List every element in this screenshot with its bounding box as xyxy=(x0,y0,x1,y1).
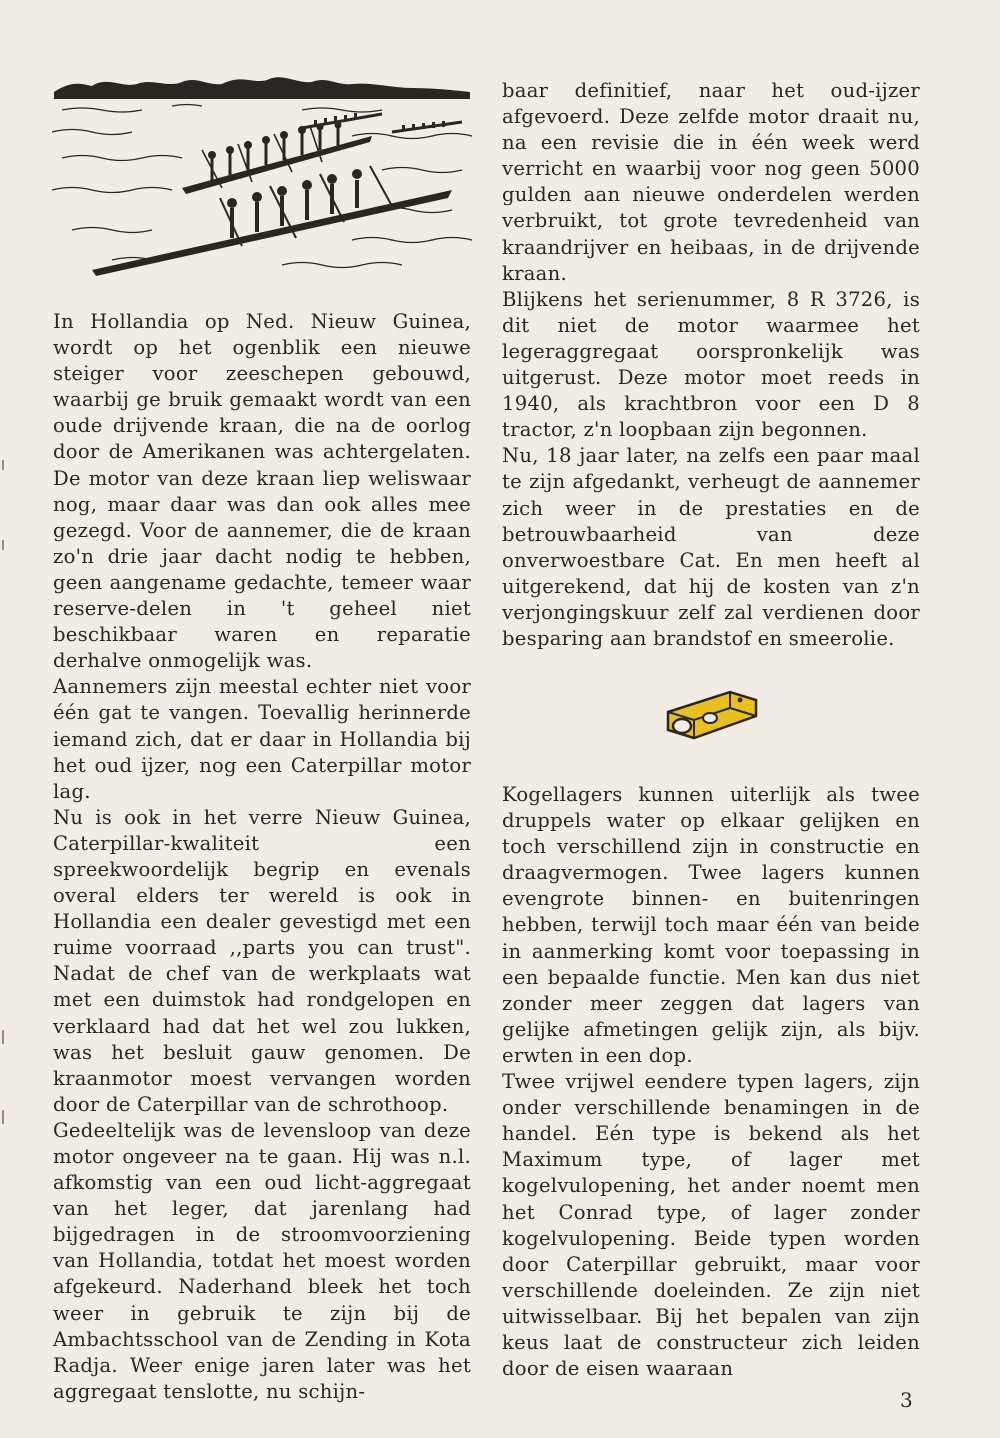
paragraph: Gedeeltelijk was de levensloop van deze motor ongeveer na te gaan. Hij was n.l. afkomstig van een oud licht-aggregaat van het leger, dat jarenlang had bijgedragen in de stroomvoorziening van Hollandia, totdat het moest worden afgekeurd. Naderhand bleek het toch weer in gebruik te zijn bij de Ambachtsschool van de Zending in Kota Radja. Weer enige jaren later was het aggregaat tenslotte, nu schijn- xyxy=(53,1118,471,1403)
paragraph: baar definitief, naar het oud-ijzer afgevoerd. Deze zelfde motor draait nu, na een revisie die in één week werd verricht en waarbij voor nog geen 5000 gulden aan nieuwe onderdelen werden verbruikt, tot grote tevredenheid van kraandrijver en heibaas, in de drijvende kraan. xyxy=(502,79,920,285)
paragraph: Nu, 18 jaar later, na zelfs een paar maal te zijn afgedankt, verheugt de aannemer zich weer in de prestaties en de betrouwbaarheid van deze onverwoestbare Cat. En men heeft al uitgerekend, dat hij de kosten van z'n verjongingskuur zelf zal verdienen door besparing aan brandstof en smeerolie. xyxy=(502,444,920,650)
binding-mark xyxy=(2,1030,4,1044)
page-number: 3 xyxy=(900,1388,913,1412)
paragraph: Kogellagers kunnen uiterlijk als twee druppels water op elkaar gelijken en toch verschillend zijn in constructie en draagvermogen. Twee lagers kunnen evengrote binnen- en buitenringen hebben, terwijl toch maar één van beide in aanmerking komt voor toepassing in een bepaalde functie. Men kan dus niet zonder meer zeggen dat lagers van gelijke afmetingen gelijk zijn, als bijv. erwten in een dop. xyxy=(502,783,920,1067)
paragraph: In Hollandia op Ned. Nieuw Guinea, wordt op het ogenblik een nieuwe steiger voor zeeschepen gebouwd, waarbij ge bruik gemaakt wordt van een oude drijvende kraan, die na de oorlog door de Amerikanen was achtergelaten. De motor van deze kraan liep weliswaar nog, maar daar was dan ook alles mee gezegd. Voor de aannemer, die de kraan zo'n drie jaar dacht nodig te hebben, geen aangename gedachte, temeer waar reserve-delen in 't geheel niet beschikbaar waren en reparatie derhalve onmogelijk was. xyxy=(53,310,471,673)
left-article-column xyxy=(53,309,471,1405)
right-article-column-top xyxy=(502,78,920,652)
binding-mark xyxy=(2,540,4,550)
bearing-icon xyxy=(660,686,760,742)
rowing-canoes-illustration xyxy=(52,70,472,280)
paragraph: Aannemers zijn meestal echter niet voor één gat te vangen. Toevallig herinnerde iemand zich, dat er daar in Hollandia bij het oud ijzer, nog een Caterpillar motor lag. xyxy=(53,675,471,803)
binding-mark xyxy=(2,460,4,470)
paragraph: Twee vrijwel eendere typen lagers, zijn onder verschillende benamingen in de handel. Eén type is bekend als het Maximum type, of lager met kogelvulopening, het ander noemt men het Conrad type, of lager zonder kogelvulopening. Beide typen worden door Caterpillar gebruikt, maar voor verschillende doeleinden. Ze zijn niet uitwisselbaar. Bij het bepalen van zijn keus laat de constructeur zich leiden door de eisen waaraan xyxy=(502,1070,920,1381)
paragraph: Blijkens het serienummer, 8 R 3726, is dit niet de motor waarmee het legeraggregaat oorspronkelijk was uitgerust. Deze motor moet reeds in 1940, als krachtbron voor een D 8 tractor, z'n loopbaan zijn begonnen. xyxy=(502,287,920,442)
binding-mark xyxy=(2,1110,4,1124)
paragraph: Nu is ook in het verre Nieuw Guinea, Caterpillar-kwaliteit een spreekwoordelijk begrip en evenals overal elders ter wereld is ook in Hollandia een dealer gevestigd met een ruime voorraad ,,parts you can trust". Nadat de chef van de werkplaats wat met een duimstok had rondgelopen en verklaard had dat het wel zou lukken, was het besluit gauw genomen. De kraanmotor moest vervangen worden door de Caterpillar van de schrothoop. xyxy=(53,805,471,1116)
right-article-column-bottom xyxy=(502,782,920,1382)
